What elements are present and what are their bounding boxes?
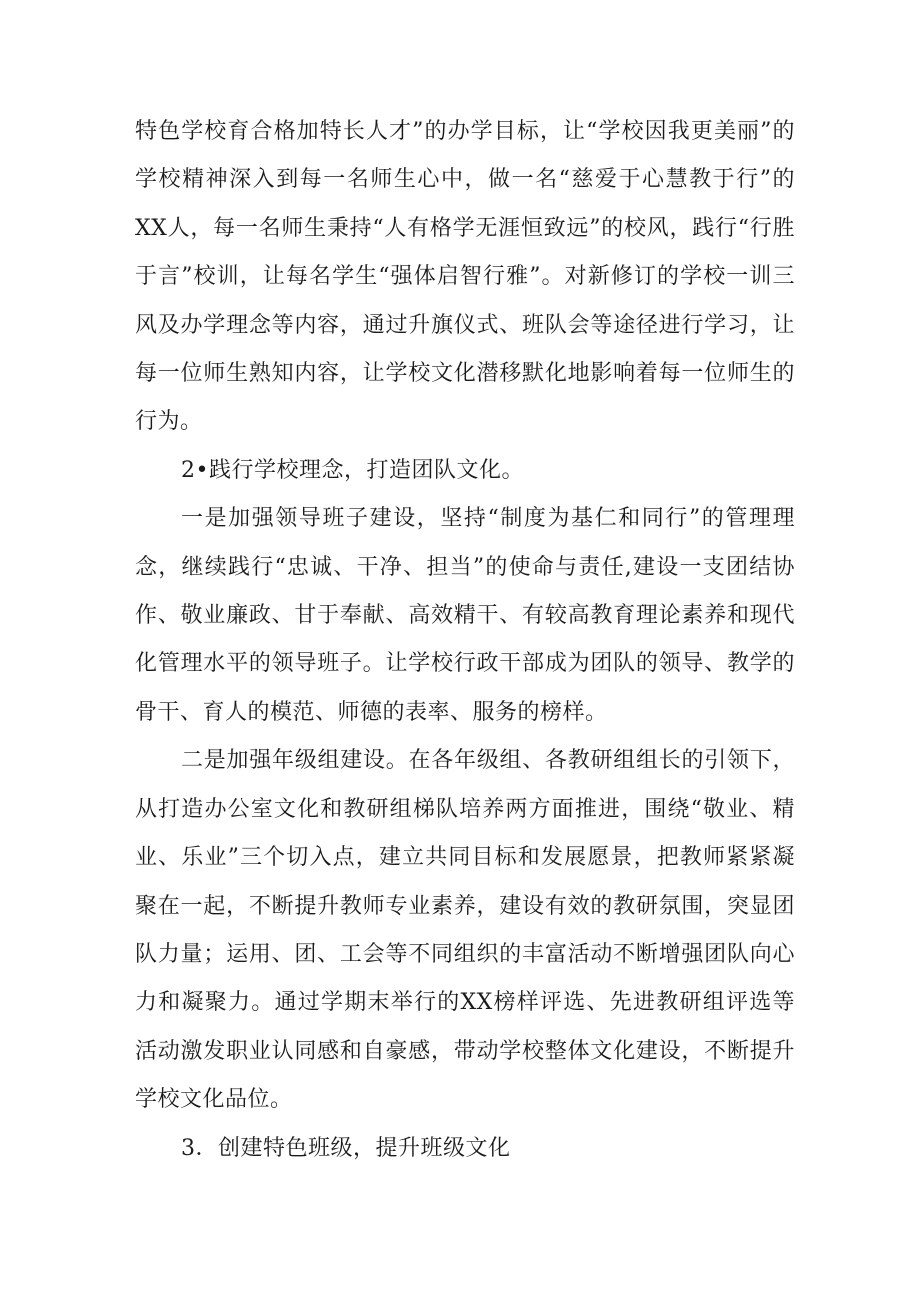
paragraph-grade-groups: 二是加强年级组建设。在各年级组、各教研组组长的引领下，从打造办公室文化和教研组梯队培养两方面推进，围绕“敬业、精业、乐业”三个切入点，建立共同目标和发展愿景，把教师紧紧凝聚在一起，不断提升教师专业素养，建设有效的教研氛围，突显团队力量；运用、团、工会等不同组织的丰富活动不断增强团队向心力和凝聚力。通过学期末举行的XX榜样评选、先进教研组评选等活动激发职业认同感和自豪感，带动学校整体文化建设，不断提升学校文化品位。 xyxy=(135,748,795,1113)
paragraph-school-spirit: 特色学校育合格加特长人才”的办学目标，让“学校因我更美丽”的学校精神深入到每一名师生心中，做一名“慈爱于心慧教于行”的XX人，每一名师生秉持“人有格学无涯恒致远”的校风，践行“行胜于言”校训，让每名学生“强体启智行雅”。对新修订的学校一训三风及办学理念等内容，通过升旗仪式、班队会等途径进行学习，让每一位师生熟知内容，让学校文化潜移默化地影响着每一位师生的行为。 xyxy=(135,119,795,435)
document-body xyxy=(135,108,795,1173)
heading-team-culture: 2•践行学校理念，打造团队文化。 xyxy=(181,457,524,483)
heading-class-culture: 3．创建特色班级，提升班级文化 xyxy=(181,1135,511,1161)
paragraph-leadership: 一是加强领导班子建设，坚持“制度为基仁和同行”的管理理念，继续践行“忠诚、干净、担当”的使命与责任,建设一支团结协作、敬业廉政、甘于奉献、高效精干、有较高教育理论素养和现代化管理水平的领导班子。让学校行政干部成为团队的领导、教学的骨干、育人的模范、师德的表率、服务的榜样。 xyxy=(135,506,795,725)
